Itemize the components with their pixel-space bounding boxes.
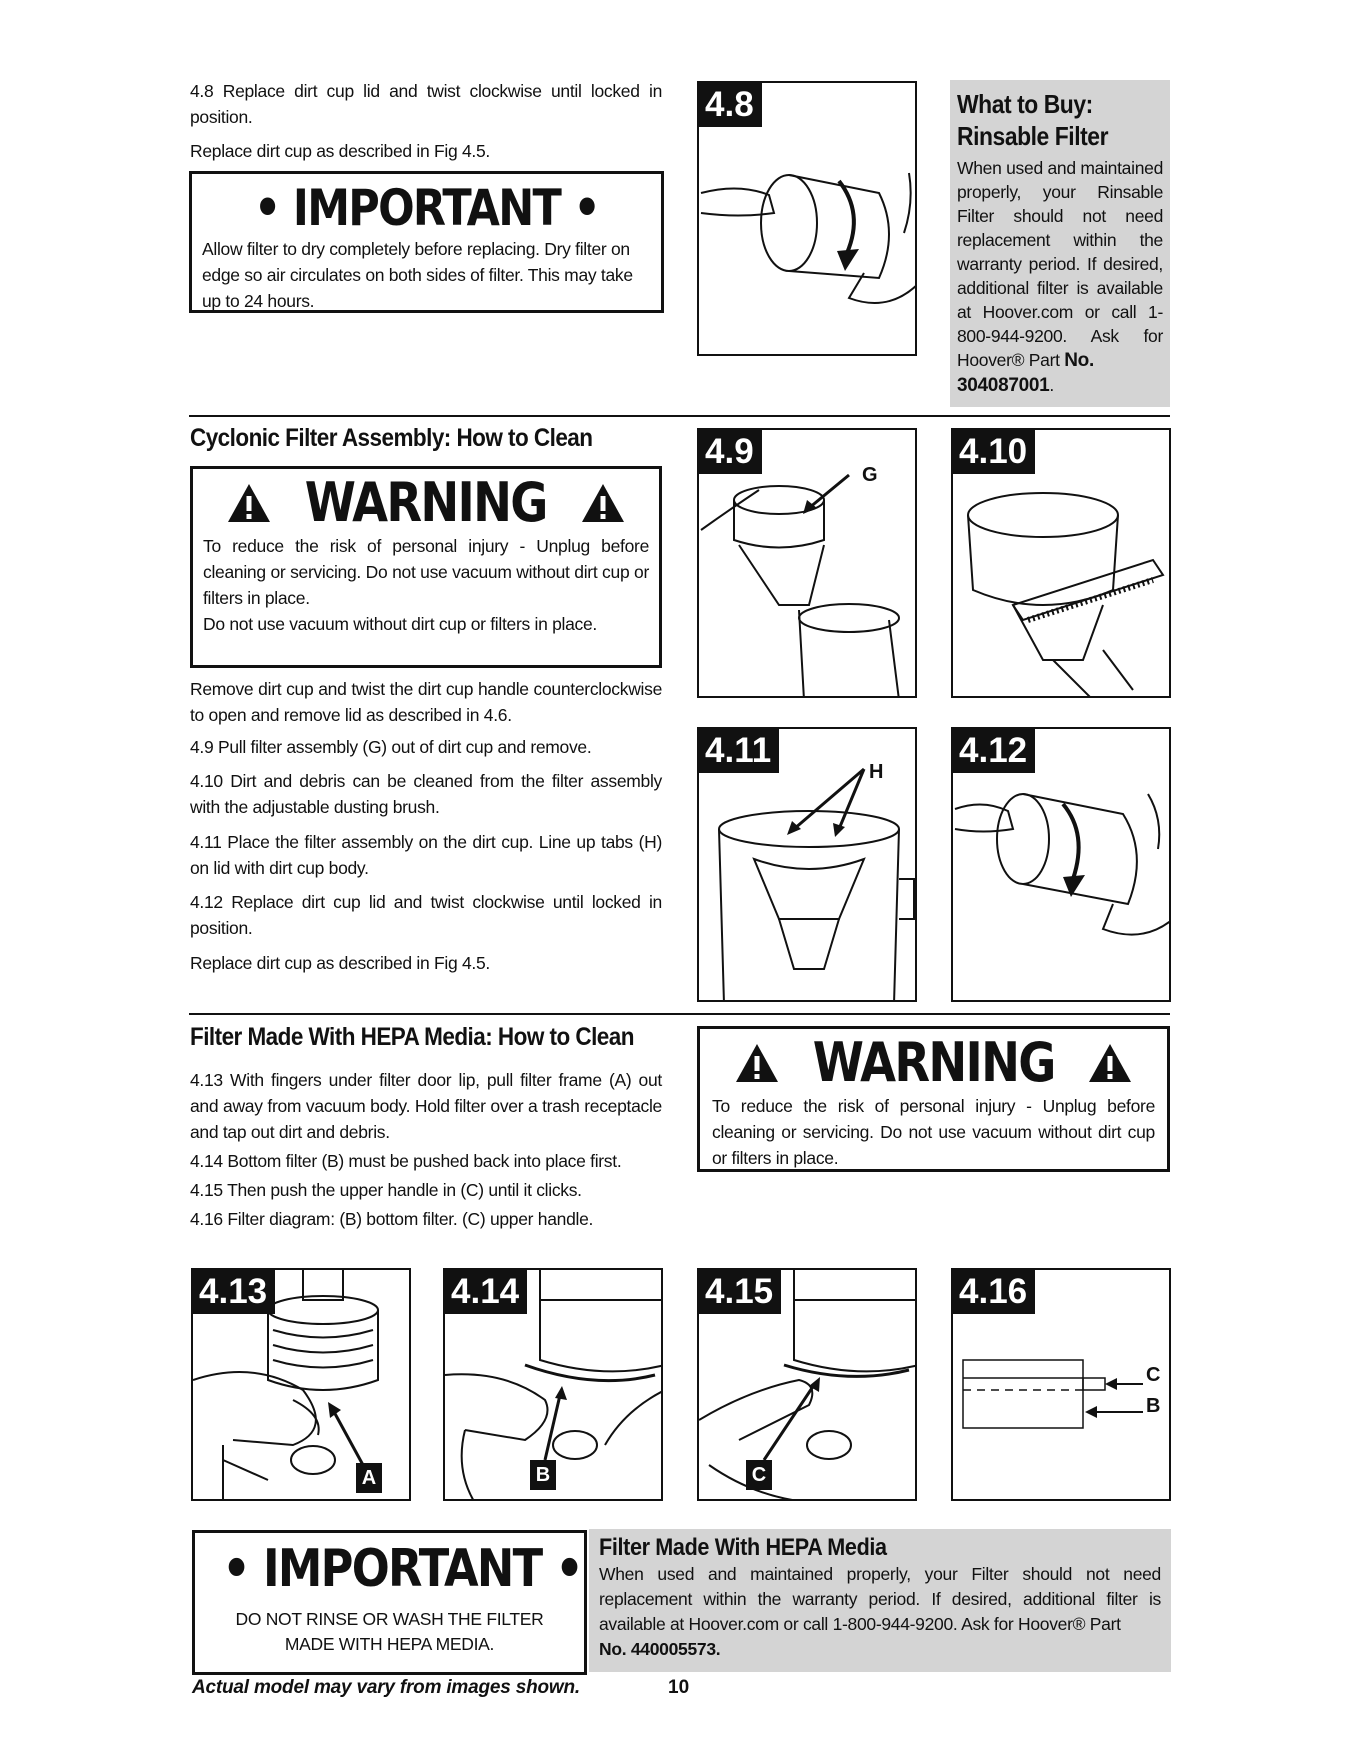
important-title: • IMPORTANT • bbox=[253, 179, 600, 237]
hepa-step-4-16: 4.16 Filter diagram: (B) bottom filter. (C) upper handle. bbox=[190, 1209, 594, 1229]
figure-label: 4.12 bbox=[953, 729, 1035, 773]
figure-4-15 bbox=[697, 1268, 917, 1501]
diagram-label-b: B bbox=[1146, 1395, 1161, 1417]
figure-label: 4.13 bbox=[193, 1270, 275, 1314]
tag-b: B bbox=[530, 1460, 556, 1490]
warning-body: To reduce the risk of personal injury - Unplug before cleaning or servicing. Do not use vacuum without dirt cup or filters in place. bbox=[712, 1096, 1155, 1168]
section-divider bbox=[189, 1013, 1170, 1015]
figure-4-13 bbox=[191, 1268, 411, 1501]
figure-4-11 bbox=[697, 727, 917, 1002]
hepa-step-4-13: 4.13 With fingers under filter door lip, pull filter frame (A) out and away from vacuum body. Hold filter over a trash receptacle and tap out dirt and debris. bbox=[190, 1070, 662, 1142]
footer-disclaimer: Actual model may vary from images shown. bbox=[192, 1677, 580, 1698]
page-number: 10 bbox=[668, 1677, 690, 1698]
hepa-heading: Filter Made With HEPA Media: How to Clean bbox=[190, 1023, 634, 1051]
warning-body: To reduce the risk of personal injury - Unplug before cleaning or servicing. Do not use vacuum without dirt cup or filters in place. bbox=[203, 536, 649, 608]
cyclonic-step-4-12: 4.12 Replace dirt cup lid and twist clockwise until locked in position. bbox=[190, 892, 662, 938]
cyclonic-heading: Cyclonic Filter Assembly: How to Clean bbox=[190, 424, 593, 452]
figure-label: 4.15 bbox=[699, 1270, 781, 1314]
figure-4-12 bbox=[951, 727, 1171, 1002]
callout-h: H bbox=[869, 761, 884, 783]
warning-title: WARNING bbox=[305, 471, 547, 534]
warning-triangle-icon bbox=[735, 1043, 779, 1083]
cyclonic-step-intro: Remove dirt cup and twist the dirt cup handle counterclockwise to open and remove lid as described in 4.6. bbox=[190, 679, 662, 725]
figure-4-8 bbox=[697, 81, 917, 356]
warning-box-hepa bbox=[697, 1026, 1170, 1172]
figure-label: 4.16 bbox=[953, 1270, 1035, 1314]
important-line-1: DO NOT RINSE OR WASH THE FILTER bbox=[235, 1609, 544, 1629]
replace-note: Replace dirt cup as described in Fig 4.5. bbox=[190, 141, 490, 161]
figure-4-9 bbox=[697, 428, 917, 698]
figure-label: 4.11 bbox=[699, 729, 779, 773]
important-line-2: MADE WITH HEPA MEDIA. bbox=[284, 1634, 495, 1654]
warning-body-2: Do not use vacuum without dirt cup or filters in place. bbox=[203, 614, 597, 634]
figure-4-14 bbox=[443, 1268, 663, 1501]
diagram-label-c: C bbox=[1146, 1364, 1161, 1386]
hepa-part-number: No. 440005573. bbox=[599, 1639, 721, 1659]
warning-triangle-icon bbox=[227, 483, 271, 523]
figure-label: 4.9 bbox=[699, 430, 762, 474]
warning-triangle-icon bbox=[581, 483, 625, 523]
important-body: Allow filter to dry completely before replacing. Dry filter on edge so air circulates on both sides of filter. This may take up to 24 hours. bbox=[202, 239, 633, 311]
what-to-buy-title: What to Buy: bbox=[957, 89, 1093, 119]
figure-label: 4.14 bbox=[445, 1270, 527, 1314]
hepa-filter-info-box bbox=[589, 1529, 1171, 1672]
warning-title: WARNING bbox=[812, 1031, 1055, 1094]
hepa-box-title: Filter Made With HEPA Media bbox=[599, 1534, 887, 1561]
cyclonic-step-4-10: 4.10 Dirt and debris can be cleaned from the filter assembly with the adjustable dusting brush. bbox=[190, 771, 662, 817]
hepa-step-4-14: 4.14 Bottom filter (B) must be pushed back into place first. bbox=[190, 1151, 622, 1171]
figure-label: 4.10 bbox=[953, 430, 1035, 474]
what-to-buy-subtitle: Rinsable Filter bbox=[957, 121, 1109, 151]
callout-g: G bbox=[862, 464, 878, 486]
important-box-drying bbox=[189, 171, 664, 313]
tag-a: A bbox=[356, 1463, 382, 1493]
section-divider bbox=[189, 415, 1170, 417]
cyclonic-replace-note: Replace dirt cup as described in Fig 4.5. bbox=[190, 953, 490, 973]
figure-4-16 bbox=[951, 1268, 1171, 1501]
what-to-buy-rinsable-filter: What to Buy: Rinsable Filter When used and maintained properly, your Rinsable Filter should not need replacement within the warranty period. If desired, additional filter is available at Hoover.com or call 1-800-944-9200. Ask for Hoover® Part No. 304087001. bbox=[950, 80, 1170, 407]
warning-triangle-icon bbox=[1088, 1043, 1132, 1083]
part-label: No. bbox=[1064, 350, 1094, 371]
part-number: 304087001 bbox=[957, 375, 1050, 396]
figure-4-10 bbox=[951, 428, 1171, 698]
warning-box-cyclonic bbox=[190, 466, 662, 668]
step-4-8: 4.8 Replace dirt cup lid and twist clockwise until locked in position. bbox=[190, 81, 662, 127]
tag-c: C bbox=[746, 1460, 772, 1490]
what-to-buy-body: When used and maintained properly, your Rinsable Filter should not need replacement within the warranty period. If desired, additional filter is available at Hoover.com or call 1-800-944-9200. Ask for Hoover® Part bbox=[957, 158, 1163, 370]
hepa-box-body: When used and maintained properly, your Filter should not need replacement within the warranty period. If desired, additional filter is available at Hoover.com or call 1-800-944-9200. Ask for Hoover® Part bbox=[599, 1564, 1161, 1634]
cyclonic-step-4-9: 4.9 Pull filter assembly (G) out of dirt cup and remove. bbox=[190, 737, 592, 757]
cyclonic-step-4-11: 4.11 Place the filter assembly on the dirt cup. Line up tabs (H) on lid with dirt cup body. bbox=[190, 832, 662, 878]
figure-label: 4.8 bbox=[699, 83, 762, 127]
important-title: • IMPORTANT • bbox=[222, 1539, 583, 1599]
important-box-hepa bbox=[192, 1530, 587, 1675]
hepa-step-4-15: 4.15 Then push the upper handle in (C) until it clicks. bbox=[190, 1180, 582, 1200]
